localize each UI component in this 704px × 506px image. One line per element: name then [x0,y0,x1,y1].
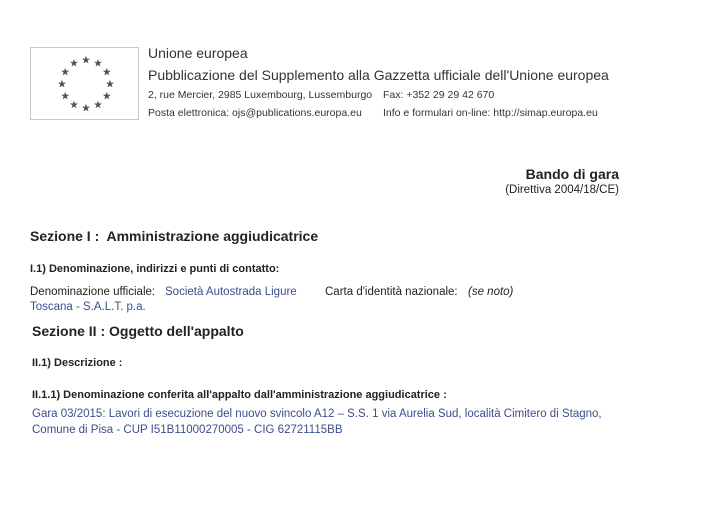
eu-star-icon [82,104,90,112]
national-id-value: (se noto) [468,286,514,298]
official-name-label: Denominazione ufficiale: [30,286,156,298]
header-email: Posta elettronica: ojs@publications.europa.eu [148,107,362,119]
eu-star-icon [103,68,111,76]
contract-title-line2: Comune di Pisa - CUP I51B11000270005 - CIG 62721115BB [32,424,343,436]
section1-subheading: I.1) Denominazione, indirizzi e punti di contatto: [30,263,280,275]
national-id-label: Carta d'identità nazionale: [325,286,458,298]
contract-title-line1: Gara 03/2015: Lavori di esecuzione del nuovo svincolo A12 – S.S. 1 via Aurelia Sud, località Cimitero di Stagno, [32,408,602,420]
eu-flag-logo [30,47,139,120]
eu-flag-icon [31,48,138,119]
eu-star-icon [61,68,69,76]
eu-star-icon [70,101,78,109]
section1-heading [30,228,318,244]
eu-star-icon [70,59,78,67]
eu-star-icon [106,80,114,88]
eu-star-icon [94,101,102,109]
notice-directive: (Direttiva 2004/18/CE) [505,184,619,196]
eu-star-icon [82,56,90,64]
eu-star-icon [94,59,102,67]
eu-star-icon [103,92,111,100]
official-name-value-line2: Toscana - S.A.L.T. p.a. [30,301,146,313]
eu-star-icon [61,92,69,100]
header-fax: Fax: +352 29 29 42 670 [383,89,495,101]
official-name-value-line1: Società Autostrada Ligure [165,286,297,298]
header-info: Info e formulari on-line: http://simap.europa.eu [383,107,598,119]
header-address: 2, rue Mercier, 2985 Luxembourg, Lussemburgo [148,89,373,101]
header-publication: Pubblicazione del Supplemento alla Gazzetta ufficiale dell'Unione europea [148,67,609,83]
section1-heading-text: Amministrazione aggiudicatrice [106,228,319,244]
section1-heading-num: Sezione I : [30,228,100,244]
section2-subheading: II.1) Descrizione : [32,357,123,369]
notice-title: Bando di gara [525,166,619,182]
eu-star-icon [58,80,66,88]
section2-subsubheading: II.1.1) Denominazione conferita all'appalto dall'amministrazione aggiudicatrice : [32,389,447,401]
section2-heading: Sezione II : Oggetto dell'appalto [32,323,244,339]
header-org: Unione europea [148,45,248,61]
